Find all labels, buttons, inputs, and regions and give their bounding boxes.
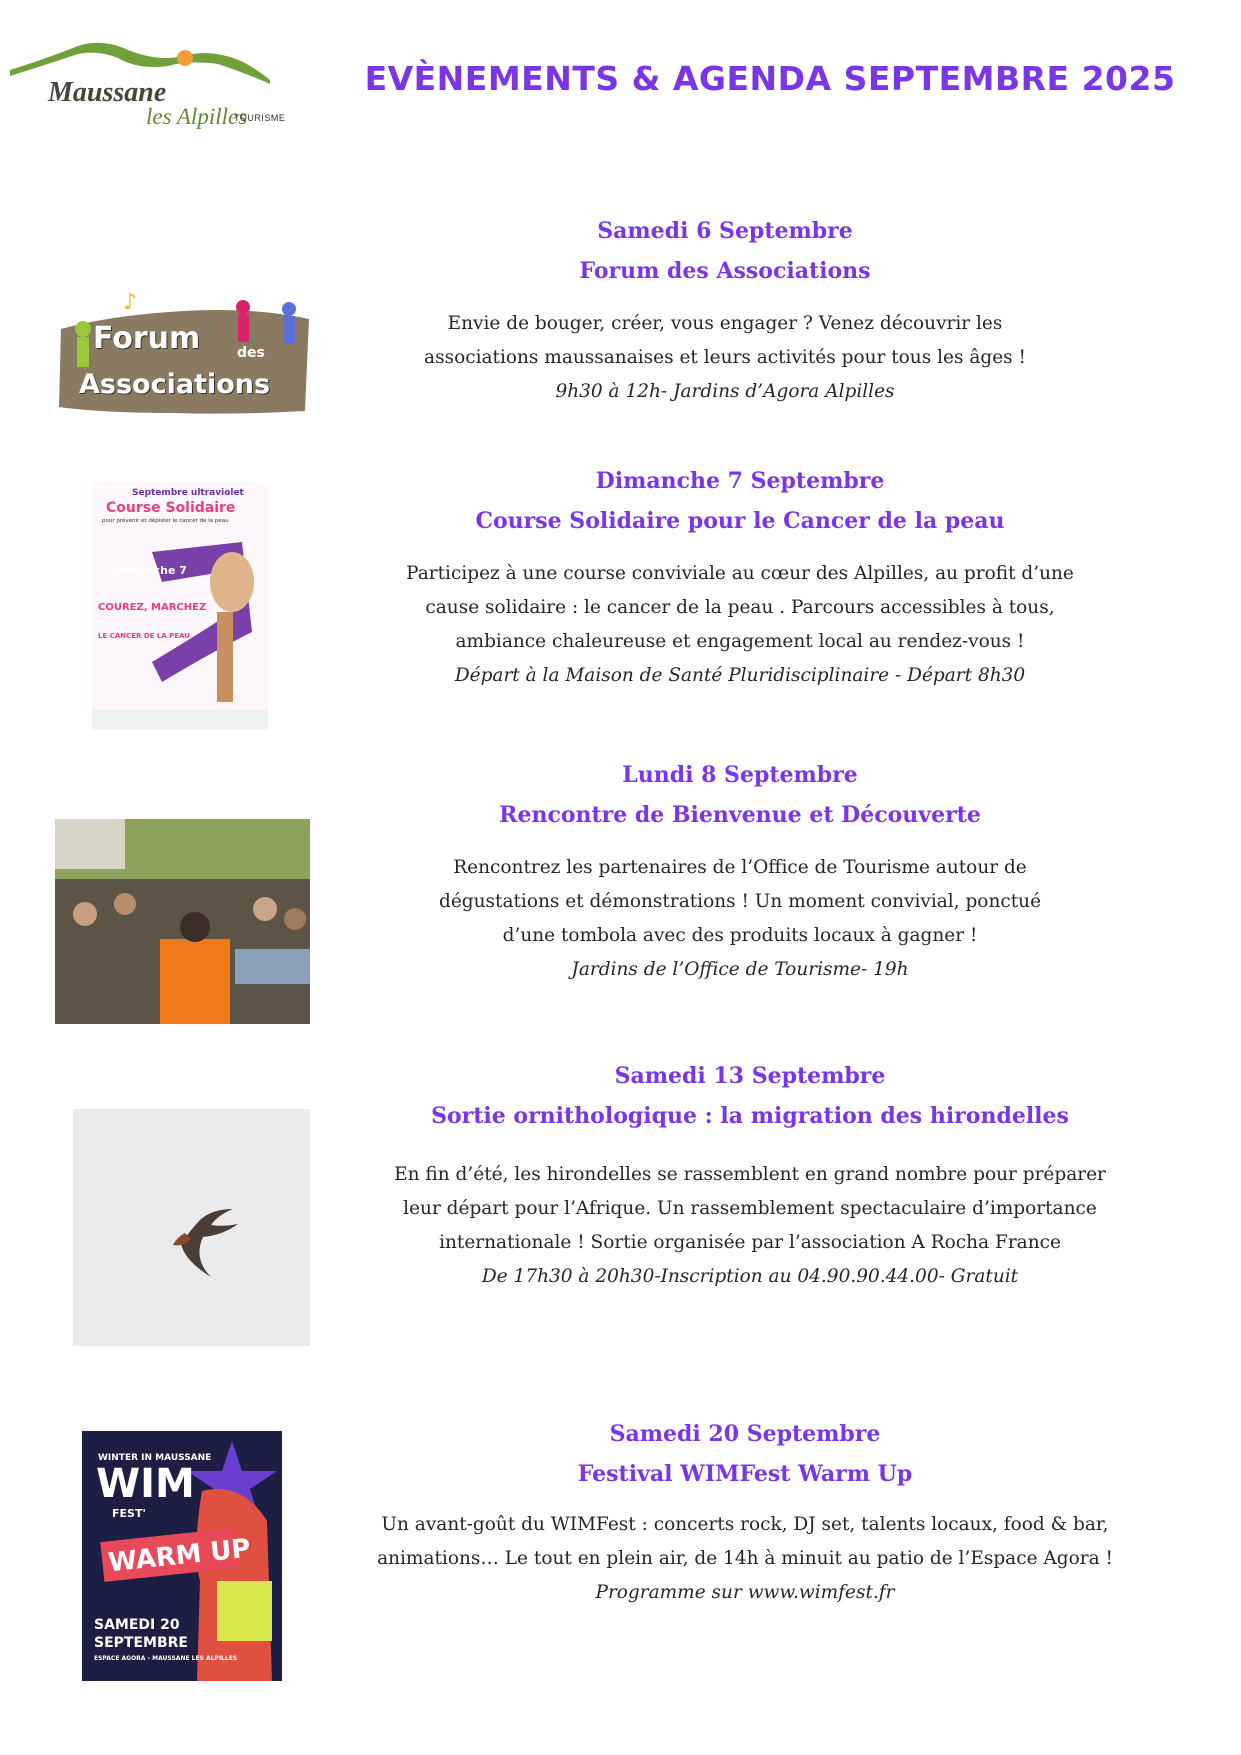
description-line: Envie de bouger, créer, vous engager ? Venez découvrir les: [447, 313, 1003, 334]
description-line: internationale ! Sortie organisée par l’association A Rocha France: [439, 1232, 1061, 1253]
event-date: Lundi 8 Septembre: [622, 762, 858, 788]
event-info: 9h30 à 12h- Jardins d’Agora Alpilles: [555, 381, 895, 402]
event-info: Jardins de l’Office de Tourisme- 19h: [571, 959, 909, 980]
poster-line: Dimanche 7: [114, 564, 187, 577]
event-course-solidaire: [300, 461, 1180, 693]
event-description: [300, 1508, 1190, 1576]
forum-des-text: des: [237, 345, 265, 361]
poster-line: COUREZ, MARCHEZ: [98, 602, 207, 613]
poster-line: septembre: [150, 580, 194, 589]
event-description: [380, 307, 1070, 375]
event-name: Forum des Associations: [579, 258, 871, 284]
forum-associations-text: Associations: [79, 369, 271, 400]
wim-line: WIM: [96, 1461, 195, 1507]
maussane-logo: [8, 40, 308, 130]
wim-line: WARM UP: [106, 1533, 252, 1579]
event-date: Samedi 6 Septembre: [597, 218, 853, 244]
description-line: ambiance chaleureuse et engagement local au rendez-vous !: [455, 631, 1025, 652]
wim-line: SEPTEMBRE: [94, 1635, 188, 1651]
description-line: associations maussanaises et leurs activités pour tous les âges !: [424, 347, 1026, 368]
event-date: Dimanche 7 Septembre: [595, 468, 885, 494]
poster-line: LE CANCER DE LA PEAU: [98, 632, 190, 640]
event-forum-associations: [380, 211, 1070, 409]
forum-title-text: Forum: [93, 321, 201, 356]
logo-text-alpilles: les Alpilles: [146, 104, 248, 129]
event-sortie-ornithologique: [330, 1056, 1170, 1294]
poster-line: Course Solidaire: [106, 500, 236, 516]
poster-line: Septembre ultraviolet: [132, 488, 244, 498]
event-name: Festival WIMFest Warm Up: [577, 1461, 913, 1487]
page-title: EVÈNEMENTS & AGENDA SEPTEMBRE 2025: [364, 59, 1176, 98]
description-line: d’une tombola avec des produits locaux à gagner !: [502, 925, 978, 946]
description-line: En fin d’été, les hirondelles se rassemblent en grand nombre pour préparer: [394, 1164, 1106, 1185]
description-line: Rencontrez les partenaires de l’Office de Tourisme autour de: [453, 857, 1027, 878]
description-line: cause solidaire : le cancer de la peau . Parcours accessibles à tous,: [425, 597, 1055, 618]
forum-associations-image: [53, 289, 315, 418]
description-line: leur départ pour l’Afrique. Un rassemblement spectaculaire d’importance: [403, 1198, 1097, 1219]
event-description: [300, 557, 1180, 659]
event-description: [330, 1158, 1170, 1260]
event-name: Sortie ornithologique : la migration des hirondelles: [431, 1103, 1069, 1129]
svg-text:♪: ♪: [123, 290, 138, 315]
course-solidaire-poster: [92, 482, 268, 730]
wim-line: WINTER IN MAUSSANE: [98, 1453, 212, 1463]
wim-line: SAMEDI 20: [94, 1617, 180, 1633]
description-line: animations… Le tout en plein air, de 14h à minuit au patio de l’Espace Agora !: [377, 1548, 1113, 1569]
swallow-photo: [73, 1109, 310, 1346]
bienvenue-crowd-photo: [55, 819, 310, 1024]
event-description: [330, 851, 1150, 953]
event-info: Départ à la Maison de Santé Pluridisciplinaire - Départ 8h30: [454, 665, 1026, 686]
poster-line: pour prévenir et dépister le cancer de la peau: [102, 518, 229, 524]
event-date: Samedi 13 Septembre: [614, 1063, 886, 1089]
event-name: Course Solidaire pour le Cancer de la peau: [475, 508, 1005, 534]
event-info: De 17h30 à 20h30-Inscription au 04.90.90.44.00- Gratuit: [481, 1266, 1019, 1287]
wimfest-poster: [82, 1431, 282, 1681]
logo-text-maussane: Maussane: [48, 77, 167, 108]
event-date: Samedi 20 Septembre: [609, 1421, 881, 1447]
description-line: dégustations et démonstrations ! Un moment convivial, ponctué: [438, 891, 1042, 912]
description-line: Un avant-goût du WIMFest : concerts rock, DJ set, talents locaux, food & bar,: [381, 1514, 1109, 1535]
event-name: Rencontre de Bienvenue et Découverte: [499, 802, 981, 828]
logo-text-tourisme: TOURISME: [234, 113, 286, 123]
wim-line: FEST': [112, 1507, 146, 1520]
wim-line: ESPACE AGORA - MAUSSANE LES ALPILLES: [94, 1655, 238, 1662]
event-wimfest-warm-up: [300, 1414, 1190, 1610]
event-rencontre-bienvenue: [330, 755, 1150, 987]
description-line: Participez à une course conviviale au cœur des Alpilles, au profit d’une: [406, 563, 1074, 584]
event-info: Programme sur www.wimfest.fr: [595, 1582, 895, 1603]
